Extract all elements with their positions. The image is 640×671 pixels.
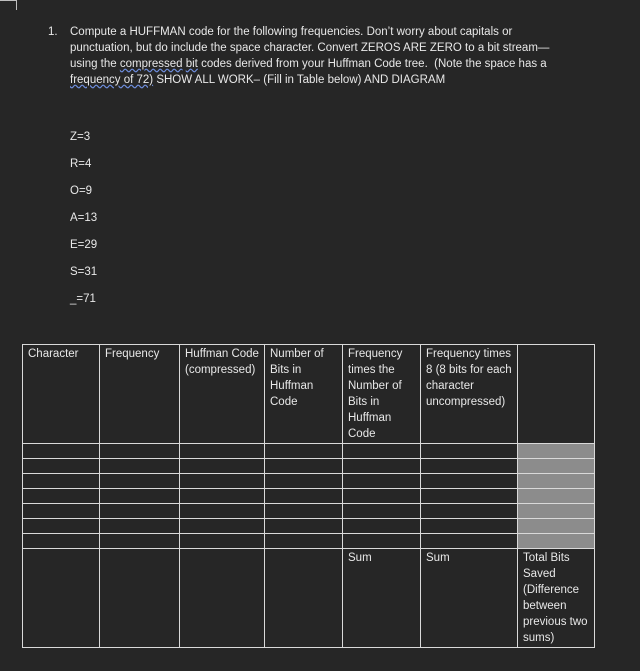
freq-s: S=31 (70, 266, 98, 278)
question-line-3 (70, 56, 588, 72)
table-cell[interactable] (180, 489, 265, 504)
header-blank (518, 345, 595, 444)
table-cell[interactable] (23, 474, 100, 489)
table-cell[interactable] (100, 489, 180, 504)
question-block (48, 24, 588, 88)
table-cell[interactable] (421, 489, 518, 504)
table-cell[interactable] (180, 549, 265, 648)
spellcheck-frequency[interactable]: frequency of 72) (70, 74, 154, 86)
table-cell[interactable] (180, 534, 265, 549)
table-cell[interactable] (180, 474, 265, 489)
freq-space: _=71 (70, 293, 96, 305)
table-footer-row (23, 549, 595, 648)
table-cell[interactable] (343, 489, 421, 504)
table-cell[interactable] (23, 444, 100, 459)
table-header-row (23, 345, 595, 444)
shaded-cell (518, 504, 595, 519)
table-cell[interactable] (100, 519, 180, 534)
table-cell[interactable] (343, 459, 421, 474)
table-row (23, 519, 595, 534)
table-cell[interactable] (100, 534, 180, 549)
table-cell[interactable] (265, 489, 343, 504)
table-cell[interactable] (421, 534, 518, 549)
shaded-cell (518, 519, 595, 534)
huffman-table (22, 344, 595, 648)
table-cell[interactable] (265, 519, 343, 534)
freq-a: A=13 (70, 212, 98, 224)
shaded-cell (518, 444, 595, 459)
table-cell[interactable] (100, 549, 180, 648)
show-work-instruction: SHOW ALL WORK– (Fill in Table below) AND DIAGRAM (156, 74, 446, 86)
shaded-cell (518, 459, 595, 474)
table-cell[interactable] (265, 474, 343, 489)
table-cell[interactable] (265, 504, 343, 519)
table-row (23, 489, 595, 504)
table-cell[interactable] (421, 444, 518, 459)
question-text (70, 24, 588, 88)
frequency-list (70, 130, 97, 319)
table-cell[interactable] (23, 549, 100, 648)
table-cell[interactable] (180, 504, 265, 519)
sum-bits-label: Sum (343, 549, 421, 648)
table-row (23, 474, 595, 489)
table-cell[interactable] (421, 474, 518, 489)
table-cell[interactable] (421, 459, 518, 474)
freq-o: O=9 (70, 185, 93, 197)
table-cell[interactable] (23, 459, 100, 474)
table-cell[interactable] (343, 504, 421, 519)
table-row (23, 444, 595, 459)
table-cell[interactable] (100, 459, 180, 474)
total-bits-saved-label: Total Bits Saved (Difference between previous two sums) (518, 549, 595, 648)
table-row (23, 534, 595, 549)
shaded-cell (518, 474, 595, 489)
table-cell[interactable] (23, 534, 100, 549)
question-line-1: Compute a HUFFMAN code for the following frequencies. Don’t worry about capitals or (70, 26, 513, 38)
line3-prefix: using the (70, 58, 120, 70)
freq-z: Z=3 (70, 131, 91, 143)
table-cell[interactable] (265, 459, 343, 474)
table-cell[interactable] (421, 504, 518, 519)
spellcheck-bit[interactable]: bit (185, 58, 198, 70)
table-cell[interactable] (343, 519, 421, 534)
table-cell[interactable] (23, 489, 100, 504)
header-character: Character (23, 345, 100, 444)
table-cell[interactable] (265, 444, 343, 459)
question-line-2: punctuation, but do include the space character. Convert ZEROS ARE ZERO to a bit stream— (70, 42, 550, 54)
sum-uncompressed-label: Sum (421, 549, 518, 648)
text-cursor (16, 0, 17, 10)
question-number: 1. (48, 26, 58, 38)
header-huffman-code: Huffman Code (compressed) (180, 345, 265, 444)
table-cell[interactable] (23, 504, 100, 519)
header-frequency-times-8: Frequency times 8 (8 bits for each character uncompressed) (421, 345, 518, 444)
shaded-cell (518, 489, 595, 504)
table-cell[interactable] (343, 444, 421, 459)
header-number-of-bits: Number of Bits in Huffman Code (265, 345, 343, 444)
table-cell[interactable] (343, 534, 421, 549)
freq-e: E=29 (70, 239, 98, 251)
header-frequency-times-bits: Frequency times the Number of Bits in Huffman Code (343, 345, 421, 444)
table-row (23, 504, 595, 519)
table-cell[interactable] (180, 444, 265, 459)
table-cell[interactable] (265, 534, 343, 549)
question-line-4 (70, 72, 588, 88)
freq-r: R=4 (70, 158, 92, 170)
table-cell[interactable] (343, 474, 421, 489)
table-cell[interactable] (265, 549, 343, 648)
table-cell[interactable] (100, 444, 180, 459)
table-row (23, 459, 595, 474)
line3-suffix: codes derived from your Huffman Code tree. (Note the space has a (197, 58, 547, 70)
table-cell[interactable] (23, 519, 100, 534)
table-cell[interactable] (180, 519, 265, 534)
ruler-mark (0, 0, 16, 1)
table-cell[interactable] (421, 519, 518, 534)
spellcheck-compressed[interactable]: compressed (119, 58, 183, 70)
header-frequency: Frequency (100, 345, 180, 444)
shaded-cell (518, 534, 595, 549)
table-cell[interactable] (180, 459, 265, 474)
table-cell[interactable] (100, 474, 180, 489)
table-cell[interactable] (100, 504, 180, 519)
